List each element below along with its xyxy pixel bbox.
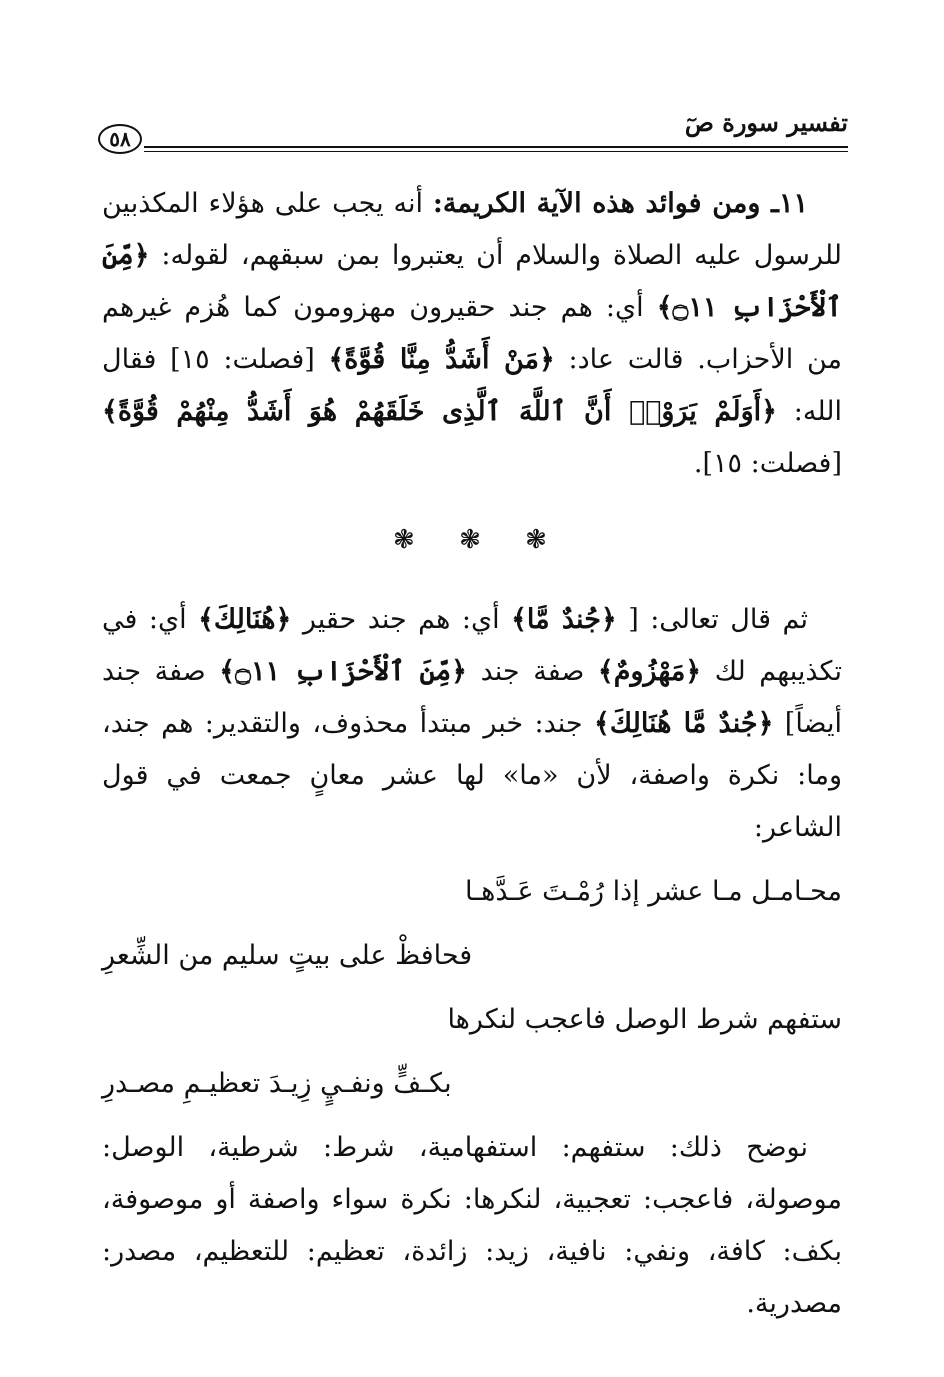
- poem-line: بكـفٍّ ونفـيٍ زِيـدَ تعظيـمِ مصـدرِ: [102, 1068, 452, 1099]
- header-rule: [144, 146, 848, 152]
- separator-star: ❃: [459, 525, 485, 555]
- poem-line: فحافظْ على بيتٍ سليم من الشِّعرِ: [102, 940, 473, 971]
- body-text: أنه يجب على هؤلاء المكذبين للرسول عليه الصلاة والسلام أن يعتبروا بمن سبقهم، لقوله:: [102, 188, 842, 271]
- benefit-paragraph: [102, 178, 842, 490]
- quran-quote: ﴿جُندٌ مَّا﴾: [511, 604, 617, 635]
- citation: [فصلت: ١٥].: [693, 448, 842, 479]
- poem-line: محـامـل مـا عشر إذا رُمْـتَ عَـدَّهـا: [465, 876, 842, 907]
- page-header: [98, 108, 848, 158]
- citation: [فصلت: ١٥] فقال الله:: [102, 344, 842, 427]
- quran-quote: ﴿هُنَالِكَ﴾: [198, 604, 292, 635]
- body-text: أي: هم جند حقيرون مهزومون كما هُزم غيرهم من الأحزاب. قالت عاد:: [102, 292, 842, 375]
- body-text: صفة جند أيضاً]: [102, 656, 842, 739]
- section-separator: [102, 514, 842, 566]
- explanation-paragraph: نوضح ذلك: ستفهم: استفهامية، شرط: شرطية، الوصل: موصولة، فاعجب: تعجبية، لنكرها: نكرة سواء واصفة أو موصوفة، بكف: كافة، ونفي: نافية، زيد: زائدة، تعظيم: للتعظيم، مصدر: مصدرية.: [102, 1132, 842, 1319]
- running-title: تفسير سورة صٓ: [684, 108, 848, 137]
- quran-quote: ﴿مَنْ أَشَدُّ مِنَّا قُوَّةً﴾: [328, 344, 555, 375]
- quran-quote: ﴿جُندٌ مَّا هُنَالِكَ﴾: [594, 708, 774, 739]
- body-text: أي: في تكذيبهم لك: [102, 604, 842, 687]
- page-body: [102, 178, 842, 1330]
- body-text: أي: هم جند حقير: [302, 604, 500, 635]
- body-text: ثم قال تعالى: [: [628, 604, 808, 635]
- poem-line: ستفهم شرط الوصل فاعجب لنكرها: [447, 1004, 842, 1035]
- quran-quote: ﴿مَهْزُومٌ﴾: [597, 656, 702, 687]
- page-number-badge: ٥٨: [98, 124, 142, 154]
- separator-star: ❃: [393, 525, 419, 555]
- quran-quote: ﴿مِّنَ ٱلْأَحْزَابِ ۝١١﴾: [102, 240, 842, 323]
- benefit-lead: ١١ـ ومن فوائد هذه الآية الكريمة:: [432, 188, 808, 219]
- separator-star: ❃: [525, 525, 551, 555]
- body-text: صفة جند: [480, 656, 585, 687]
- commentary-paragraph: [102, 594, 842, 854]
- body-text: جند: خبر مبتدأ محذوف، والتقدير: هم جند، وما: نكرة واصفة، لأن «ما» لها عشر معانٍ جمعت في قول الشاعر:: [102, 708, 842, 843]
- quran-quote: ﴿مِّنَ ٱلْأَحْزَابِ ۝١١﴾: [219, 656, 467, 687]
- quran-quote: ﴿أَوَلَمْ يَرَوْا۟ أَنَّ ٱللَّهَ ٱلَّذِى خَلَقَهُمْ هُوَ أَشَدُّ مِنْهُمْ قُوَّةً﴾: [102, 396, 777, 427]
